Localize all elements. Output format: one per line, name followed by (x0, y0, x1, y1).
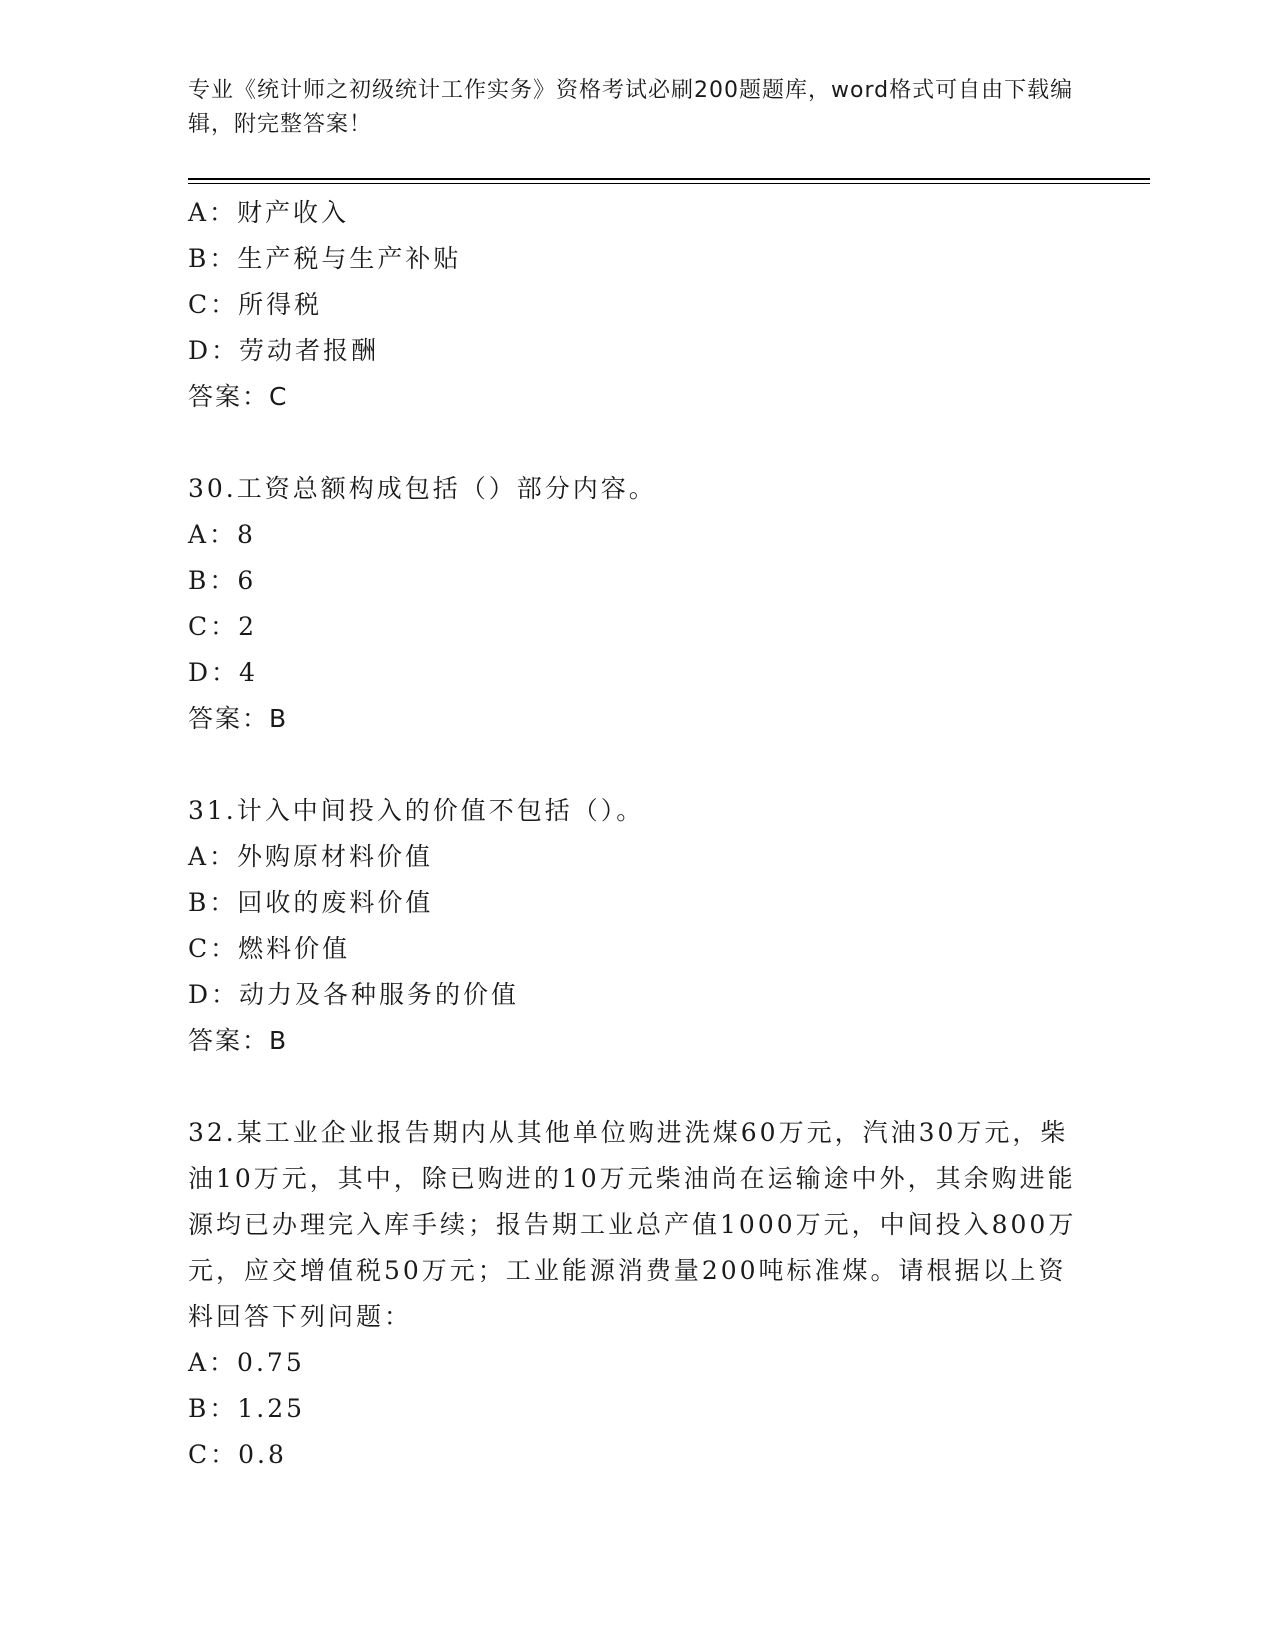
header-rule-thin (188, 183, 1150, 184)
document-header: 专业《统计师之初级统计工作实务》资格考试必刷200题题库，word格式可自由下载编辑，附完整答案！ (188, 78, 1074, 137)
question-32 (188, 1110, 1088, 1478)
option-a: A：0.75 (188, 1348, 305, 1377)
question-31 (188, 788, 1088, 1064)
option-c: C：燃料价值 (188, 934, 351, 963)
option-c: C：2 (188, 612, 258, 641)
option-a: A：8 (188, 520, 256, 549)
question-stem: 30.工资总额构成包括（）部分内容。 (188, 474, 657, 503)
option-b: B：1.25 (188, 1394, 306, 1423)
spacer (188, 1064, 1088, 1110)
answer: 答案：B (188, 704, 289, 733)
header-rule-thick (188, 178, 1150, 180)
answer: 答案：B (188, 1026, 289, 1055)
spacer (188, 420, 1088, 466)
question-stem: 31.计入中间投入的价值不包括（）。 (188, 796, 645, 825)
option-c: C：0.8 (188, 1440, 287, 1469)
option-b: B：生产税与生产补贴 (188, 244, 462, 273)
option-b: B：6 (188, 566, 257, 595)
question-stem: 32.某工业企业报告期内从其他单位购进洗煤60万元，汽油30万元，柴油10万元，其中，除已购进的10万元柴油尚在运输途中外，其余购进能源均已办理完入库手续；报告期工业总产值1000万元，中间投入800万元，应交增值税50万元；工业能源消费量200吨标准煤。请根据以上资料回答下列问题： (188, 1118, 1077, 1331)
answer: 答案：C (188, 382, 289, 411)
question-29-continued (188, 190, 1088, 420)
question-list (188, 190, 1088, 1478)
option-a: A：财产收入 (188, 198, 350, 227)
option-d: D：动力及各种服务的价值 (188, 980, 520, 1009)
option-d: D：4 (188, 658, 258, 687)
option-d: D：劳动者报酬 (188, 336, 380, 365)
option-b: B：回收的废料价值 (188, 888, 434, 917)
option-a: A：外购原材料价值 (188, 842, 434, 871)
question-30 (188, 466, 1088, 742)
option-c: C：所得税 (188, 290, 323, 319)
spacer (188, 742, 1088, 788)
